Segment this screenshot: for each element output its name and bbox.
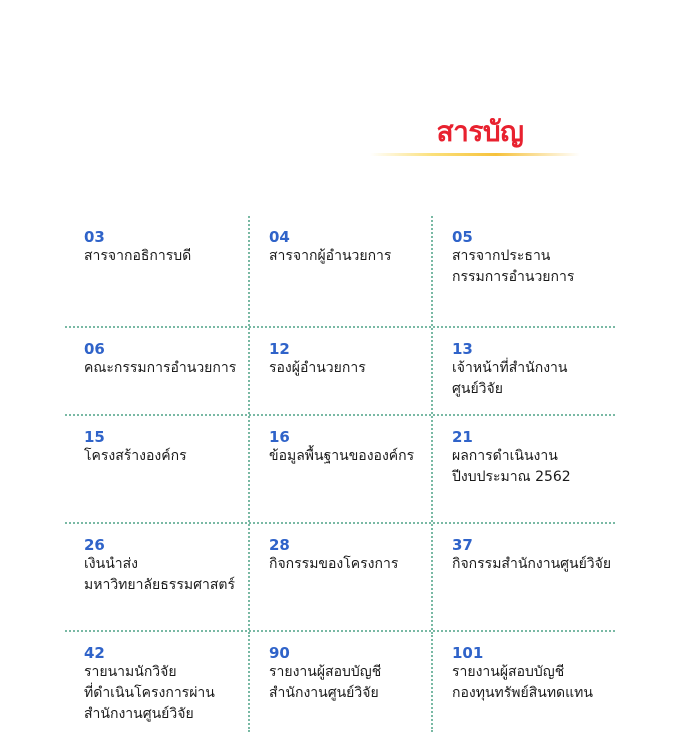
page-title: สารบัญ bbox=[436, 115, 524, 148]
toc-entry-label: ผลการดำเนินงาน ปีงบประมาณ 2562 bbox=[452, 448, 571, 485]
toc-entry[interactable] bbox=[65, 216, 248, 326]
toc-grid bbox=[65, 216, 615, 732]
toc-entry-label: คณะกรรมการอำนวยการ bbox=[84, 360, 237, 376]
toc-page-number: 13 bbox=[452, 340, 473, 358]
toc-entry-label: รายงานผู้สอบบัญชี กองทุนทรัพย์สินทดแทน bbox=[452, 664, 593, 701]
toc-entry-label: โครงสร้างองค์กร bbox=[84, 448, 187, 464]
toc-page-number: 12 bbox=[269, 340, 290, 358]
toc-row bbox=[65, 522, 615, 630]
toc-entry-label: เงินนำส่ง มหาวิทยาลัยธรรมศาสตร์ bbox=[84, 556, 235, 593]
toc-entry-label: สารจากผู้อำนวยการ bbox=[269, 248, 392, 264]
toc-entry-label: สารจากอธิการบดี bbox=[84, 248, 192, 264]
toc-entry[interactable] bbox=[431, 216, 614, 326]
toc-entry[interactable] bbox=[248, 328, 431, 414]
toc-row bbox=[65, 414, 615, 522]
toc-row bbox=[65, 630, 615, 732]
toc-entry-label: รายนามนักวิจัย ที่ดำเนินโครงการผ่าน สำนักงานศูนย์วิจัย bbox=[84, 664, 215, 722]
toc-page-number: 26 bbox=[84, 536, 105, 554]
toc-entry-label: กิจกรรมของโครงการ bbox=[269, 556, 399, 572]
toc-entry-label: ข้อมูลพื้นฐานขององค์กร bbox=[269, 448, 415, 464]
toc-entry[interactable] bbox=[65, 524, 248, 630]
toc-entry-label: สารจากประธาน กรรมการอำนวยการ bbox=[452, 248, 575, 285]
toc-entry[interactable] bbox=[431, 632, 614, 732]
toc-entry[interactable] bbox=[248, 524, 431, 630]
toc-entry[interactable] bbox=[65, 328, 248, 414]
toc-entry[interactable] bbox=[248, 216, 431, 326]
toc-page-number: 28 bbox=[269, 536, 290, 554]
toc-entry-label: รายงานผู้สอบบัญชี สำนักงานศูนย์วิจัย bbox=[269, 664, 382, 701]
toc-page-number: 42 bbox=[84, 644, 105, 662]
toc-entry[interactable] bbox=[65, 632, 248, 732]
toc-page-number: 90 bbox=[269, 644, 290, 662]
toc-row bbox=[65, 326, 615, 414]
toc-page-number: 37 bbox=[452, 536, 473, 554]
toc-page-number: 04 bbox=[269, 228, 290, 246]
toc-entry-label: กิจกรรมสำนักงานศูนย์วิจัย bbox=[452, 556, 612, 572]
toc-page-number: 06 bbox=[84, 340, 105, 358]
toc-page-number: 05 bbox=[452, 228, 473, 246]
toc-entry[interactable] bbox=[431, 416, 614, 522]
toc-page-number: 15 bbox=[84, 428, 105, 446]
toc-row bbox=[65, 216, 615, 326]
toc-entry-label: รองผู้อำนวยการ bbox=[269, 360, 366, 376]
toc-entry[interactable] bbox=[431, 328, 614, 414]
toc-page-number: 03 bbox=[84, 228, 105, 246]
toc-entry[interactable] bbox=[248, 632, 431, 732]
toc-entry-label: เจ้าหน้าที่สำนักงานศูนย์วิจัย bbox=[452, 360, 568, 397]
toc-entry[interactable] bbox=[65, 416, 248, 522]
toc-entry[interactable] bbox=[431, 524, 614, 630]
toc-page-number: 16 bbox=[269, 428, 290, 446]
title-underline bbox=[370, 153, 580, 156]
toc-page-number: 21 bbox=[452, 428, 473, 446]
toc-entry[interactable] bbox=[248, 416, 431, 522]
toc-page-number: 101 bbox=[452, 644, 484, 662]
